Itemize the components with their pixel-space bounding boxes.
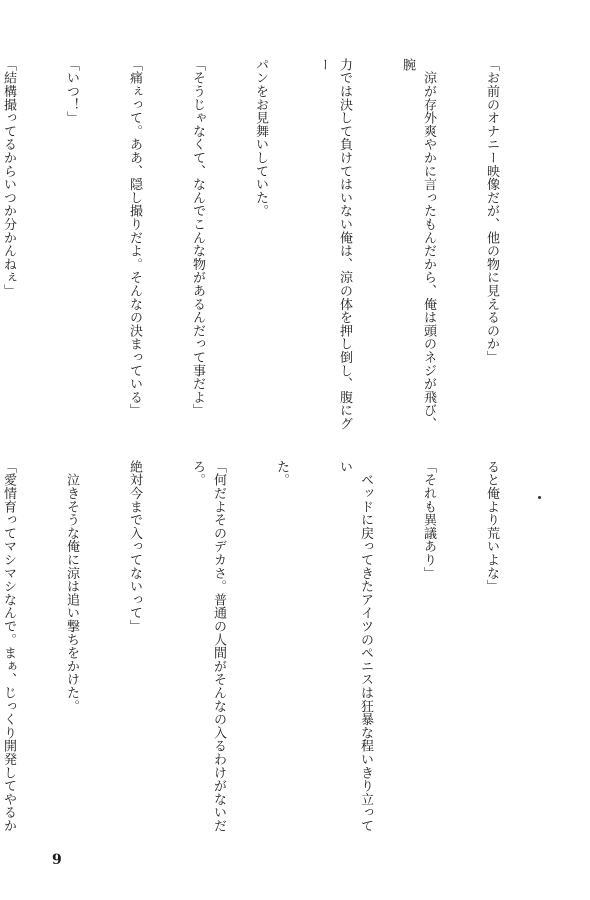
text-line: 力では決して負けてはいない俺は、涼の体を押し倒し、腹にグー: [316, 58, 352, 431]
text-line: 「愛情育ってマシマシなんで。まぁ、じっくり開発してやるか: [1, 460, 16, 833]
text-line: 「お前のオナニー映像だが、他の物に見えるのか」: [484, 58, 499, 364]
page-number: 9: [52, 852, 62, 868]
text-line: 「結構撮ってるからいつか分かんねぇ」: [1, 58, 16, 298]
text-line: 「痛ぇって。ああ、隠し撮りだよ。そんなの決まっている」: [127, 58, 142, 418]
stray-mark: [538, 496, 541, 499]
text-line: 「それも異議あり」: [421, 460, 436, 580]
text-line: た。: [274, 460, 289, 487]
text-block-bottom: [1, 460, 544, 845]
text-line: ベッドに戻ってきたアイツのペニスは狂暴な程いきり立ってい: [337, 460, 373, 833]
text-line: パンをお見舞いしていた。: [253, 58, 268, 218]
text-line: 「そうじゃなくて、なんでこんな物があるんだって事だよ」: [190, 58, 205, 418]
text-line: ると俺より荒いよな」: [484, 460, 499, 593]
text-block-top: [1, 58, 544, 443]
text-line: 泣きそうな俺に涼は追い撃ちをかけた。: [64, 460, 79, 713]
text-line: 涼が存外爽やかに言ったもんだから、俺は頭のネジが飛び、腕: [400, 58, 436, 431]
text-line: 「いつ！」: [64, 58, 79, 125]
text-line: 「何だよそのデカさ。普通の人間がそんなの入るわけがないだろ。: [190, 460, 226, 833]
text-line: 絶対今まで入ってないって」: [127, 460, 142, 633]
